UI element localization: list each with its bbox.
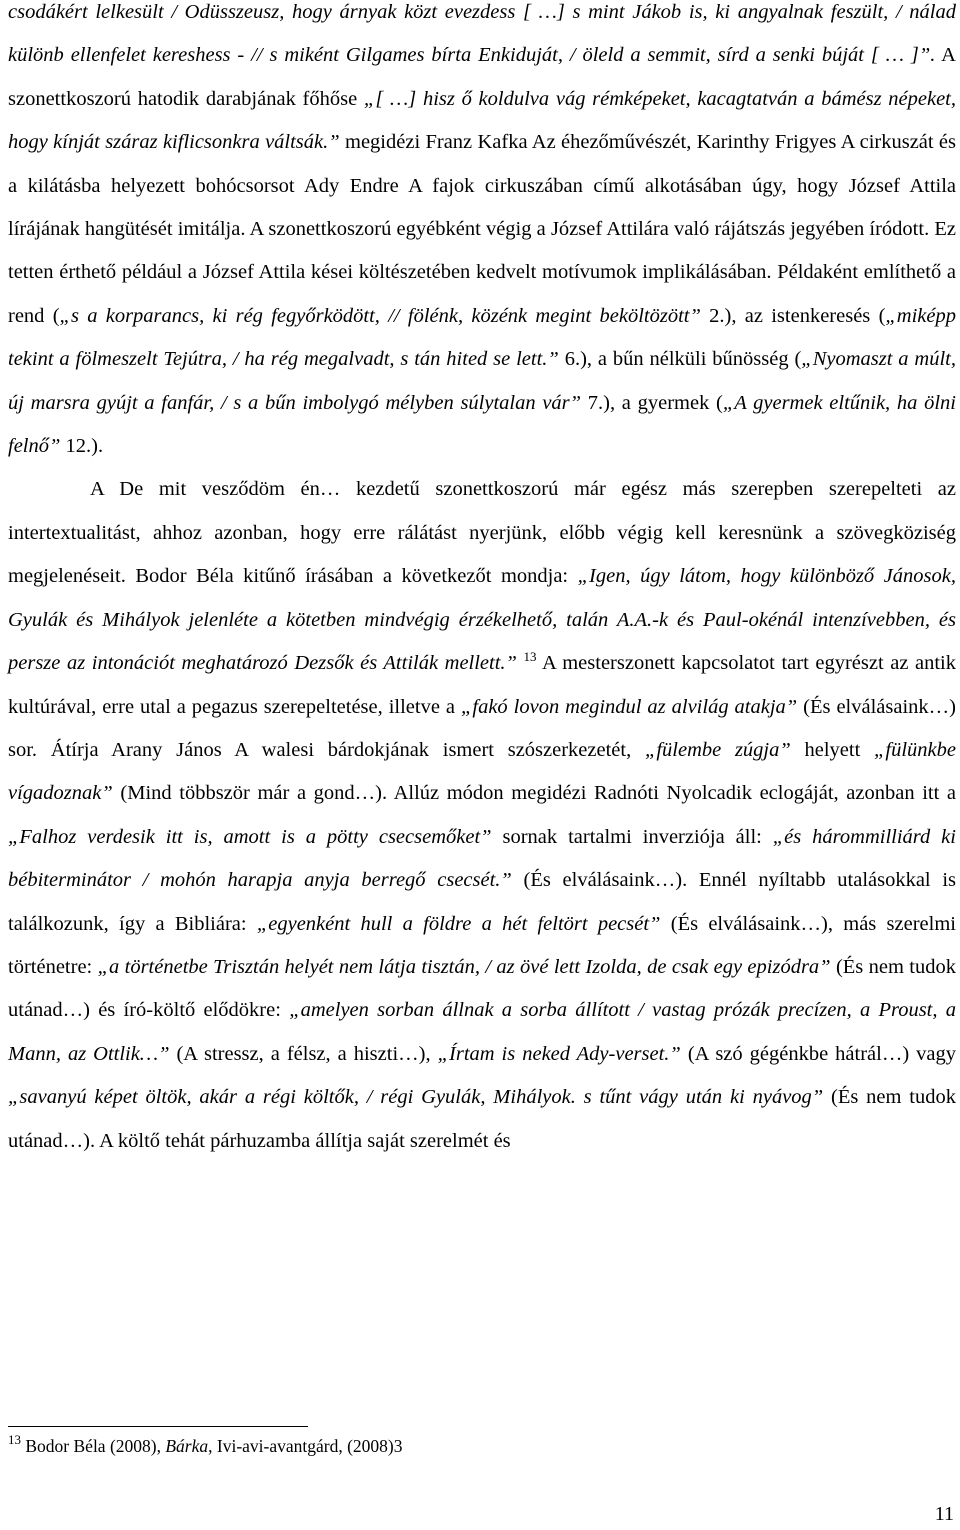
text: 6.), a bűn nélküli bűnösség ( (558, 348, 802, 371)
quote: „egyenként hull a földre a hét feltört pecsét” (256, 912, 661, 935)
text: 7.), a gyermek ( (581, 391, 723, 414)
quote: „s a korparancs, ki rég fegyőrködött, // fölénk, közénk megint beköltözött” (59, 304, 701, 327)
quote: „Írtam is neked Ady-verset.” (437, 1042, 681, 1065)
paragraph-2 (8, 468, 956, 1163)
footnote-separator (8, 1426, 308, 1427)
quote: „miképp tekint a fölmeszelt Tejútra, / ha rég megalvadt, s tán hited se lett.” (8, 304, 956, 371)
text (517, 652, 524, 674)
text: sornak tartalmi inverziója áll: (491, 825, 773, 848)
footnote-reference[interactable]: 13 (523, 649, 537, 665)
text: (És elválásaink…). Ennél nyíltabb utalásokkal is találkozunk, így a Bibliára: (8, 869, 956, 935)
text: (És elválásaink…), más szerelmi történetre: (8, 912, 956, 978)
text: A De mit vesződöm én… kezdetű szonettkoszorú már egész más szerepben szerepelteti az intertextualitást, ahhoz azonban, hogy erre rálátást nyerjünk, előbb végig kell keresnünk a szövegköziség megjelenéseit. Bodor Béla kitűnő írásában a következőt mondja: (8, 478, 956, 588)
quote: „[ …] hisz ő koldulva vág rémképeket, kacagtatván a bámész népeket, hogy kínját száraz kiflicsonkra váltsák.” (8, 87, 957, 154)
footnote-title: Bárka (165, 1436, 209, 1456)
footnote (8, 1434, 948, 1458)
quote: „savanyú képet öltök, akár a régi költők, / régi Gyulák, Mihályok. s tűnt vágy után ki nyávog” (8, 1086, 824, 1109)
quote: „Nyomaszt a múlt, új marsra gyújt a fanfár, / s a bűn imbolygó mélyben súlytalan vár” (8, 348, 956, 414)
quote: csodákért lelkesült / Odüsszeusz, hogy árnyak közt evezdess [ …] s mint Jákob is, ki angyalnak feszült, / nálad különb ellenfelet kereshess - // s miként Gilgames bírta Enkiduját, / öleld a semmit, sírd a senki búját [ … ]”. (8, 1, 956, 67)
footnote-number: 13 (8, 1432, 21, 1447)
text: megidézi Franz Kafka Az éhezőművészét, Karinthy Frigyes A cirkuszát és a kilátásba helyezett bohócsorsot Ady Endre A fajok cirkuszában című alkotásában úgy, hogy József Attila lírájának hangütését imitálja. A szonettkoszorú egyébként végig a József Attilára való rájátszás jegyében íródott. Ez tetten érthető például a József Attila kései költészetében kedvelt motívumok implikálásában. Példaként említhető a rend ( (8, 131, 956, 327)
text: (Mind többször már a gond…). Allúz módon megidézi Radnóti Nyolcadik eclogáját, azonban itt a (112, 782, 956, 805)
text: helyett (790, 738, 874, 761)
page-number: 11 (934, 1503, 954, 1525)
document-page (8, 0, 956, 1163)
footnote-text: , Ivi-avi-avantgárd, (2008)3 (208, 1436, 403, 1456)
quote: „Falhoz verdesik itt is, amott is a pötty csecsemőket” (8, 825, 492, 848)
quote: „amelyen sorban állnak a sorba állított / vastag prózák precízen, a Proust, a Mann, az Ottlik…” (8, 999, 956, 1065)
quote: „fülünkbe vígadoznak” (8, 738, 956, 805)
text: (És nem tudok utánad…). A költő tehát párhuzamba állítja saját szerelmét és (8, 1086, 956, 1152)
quote: „és hárommilliárd ki bébiterminátor / mohón harapja anyja berregő csecsét.” (8, 825, 956, 892)
text: 12.). (60, 435, 104, 458)
text: A szonettkoszorú hatodik darabjának főhőse (8, 44, 956, 110)
quote: „fülembe zúgja” (644, 738, 791, 761)
text: 2.), az istenkeresés ( (700, 304, 886, 327)
text: (És elválásaink…) sor. Átírja Arany János A walesi bárdokjának ismert szószerkezetét, (8, 695, 956, 761)
quote: „A gyermek eltűnik, ha ölni felnő” (8, 391, 956, 458)
text: (A szó gégénkbe hátrál…) vagy (680, 1042, 957, 1065)
quote: „Igen, úgy látom, hogy különböző Jánosok, Gyulák és Mihályok jelenléte a kötetben mindvégig érzékelhető, talán A.A.-k és Paul-okénál intenzívebben, és persze az intonációt meghatározó Dezsők és Attilák mellett.” (8, 565, 956, 675)
quote: „a történetbe Trisztán helyét nem látja tisztán, / az övé lett Izolda, de csak egy epizódra” (97, 955, 831, 978)
text: A mesterszonett kapcsolatot tart egyrészt az antik kultúrával, erre utal a pegazus szerepeltetése, illetve a (8, 652, 956, 718)
paragraph-1 (8, 0, 956, 468)
quote: „fakó lovon megindul az alvilág atakja” (460, 695, 798, 718)
text: (És nem tudok utánad…) és író-költő elődökre: (8, 955, 957, 1022)
footnote-text: Bodor Béla (2008), (21, 1436, 166, 1456)
text: (A stressz, a félsz, a hiszti…), (169, 1042, 438, 1065)
